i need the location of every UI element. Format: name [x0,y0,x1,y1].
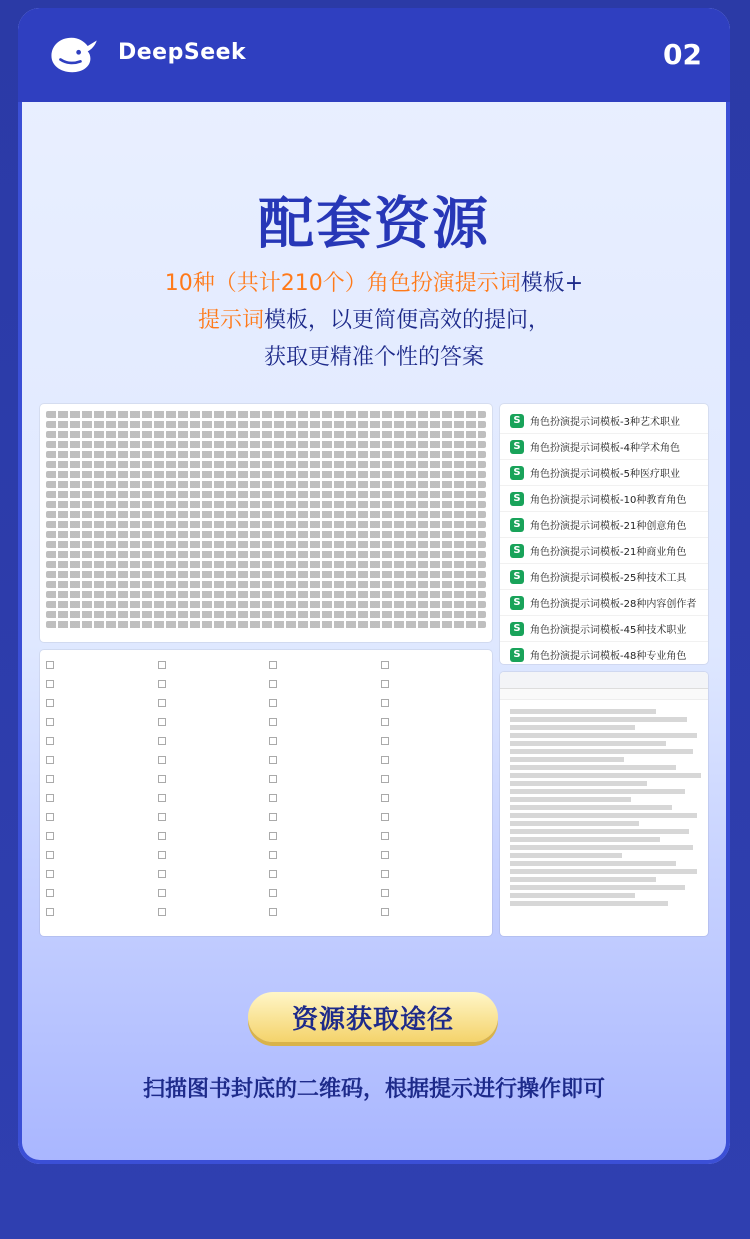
sheet-row [46,591,486,598]
file-name: 角色扮演提示词模板-48种专业角色 [530,651,687,662]
sheet-row [46,471,486,478]
file-name: 角色扮演提示词模板-5种医疗职业 [530,469,680,480]
sheet-row [46,581,486,588]
file-name: 角色扮演提示词模板-3种艺术职业 [530,417,680,428]
doc-menubar [500,689,708,700]
template-cell [46,846,152,863]
spreadsheet-rows [40,404,492,628]
spreadsheet-file-icon: S [510,648,524,662]
template-cell [381,675,487,692]
sheet-row [46,411,486,418]
template-cell [381,656,487,673]
sheet-row [46,501,486,508]
sheet-row [46,621,486,628]
spreadsheet-file-icon: S [510,544,524,558]
document-preview [500,672,708,936]
template-cell [381,808,487,825]
template-grid [46,656,486,930]
resource-access-button[interactable] [248,992,498,1042]
template-cell [269,789,375,806]
sheet-row [46,551,486,558]
template-cell [46,732,152,749]
spreadsheet-file-icon: S [510,570,524,584]
doc-titlebar [500,672,708,689]
header-bar [18,8,730,102]
subtitle-highlight: 提示词 [197,308,264,333]
template-cell [158,732,264,749]
page-number: 02 [663,38,702,71]
template-cell [46,675,152,692]
template-cell [158,846,264,863]
prompt-template-table-preview [40,650,492,936]
doc-line [510,789,685,794]
template-cell [381,694,487,711]
content-card [18,8,730,1164]
doc-line [510,717,687,722]
doc-line [510,741,666,746]
template-cell [381,770,487,787]
doc-line [510,853,622,858]
doc-line [510,725,635,730]
doc-line [510,805,672,810]
file-name: 角色扮演提示词模板-10种教育角色 [530,495,687,506]
file-name: 角色扮演提示词模板-45种技术职业 [530,625,687,636]
template-file-list [500,404,708,664]
file-name: 角色扮演提示词模板-21种商业角色 [530,547,687,558]
doc-line [510,901,668,906]
doc-line [510,797,631,802]
template-cell [158,694,264,711]
spreadsheet-file-icon: S [510,492,524,506]
doc-line [510,877,656,882]
file-name: 角色扮演提示词模板-25种技术工具 [530,573,687,584]
template-cell [269,903,375,920]
doc-line [510,869,697,874]
file-item[interactable] [500,616,708,642]
template-cell [158,789,264,806]
template-cell [269,808,375,825]
file-item[interactable] [500,590,708,616]
file-name: 角色扮演提示词模板-28种内容创作者 [530,599,697,610]
subtitle-line-3: 获取更精准个性的答案 [263,345,484,370]
template-cell [269,656,375,673]
doc-line [510,861,676,866]
template-cell [381,732,487,749]
template-cell [158,770,264,787]
doc-body [500,700,708,906]
template-cell [381,846,487,863]
template-cell [158,884,264,901]
template-cell [269,675,375,692]
doc-line [510,837,660,842]
sheet-row [46,511,486,518]
subtitle-highlight: 角色扮演提示词 [366,271,521,296]
doc-line [510,733,697,738]
template-cell [269,827,375,844]
template-cell [381,865,487,882]
file-item[interactable] [500,512,708,538]
file-name: 角色扮演提示词模板-21种创意角色 [530,521,687,532]
doc-line [510,749,693,754]
template-cell [269,694,375,711]
template-cell [46,865,152,882]
template-cell [269,713,375,730]
subtitle-part: 模板+ [520,271,584,296]
doc-line [510,709,656,714]
file-item[interactable] [500,538,708,564]
sheet-row [46,461,486,468]
template-cell [46,789,152,806]
file-item[interactable] [500,564,708,590]
doc-line [510,781,647,786]
subtitle-line-1 [18,266,730,297]
sheet-row [46,611,486,618]
sheet-row [46,521,486,528]
sheet-row [46,491,486,498]
spreadsheet-file-icon: S [510,466,524,480]
template-cell [46,694,152,711]
template-cell [158,751,264,768]
sheet-row [46,421,486,428]
spreadsheet-file-icon: S [510,622,524,636]
sheet-row [46,571,486,578]
template-cell [158,675,264,692]
template-cell [158,865,264,882]
template-cell [46,770,152,787]
doc-line [510,757,624,762]
template-cell [46,903,152,920]
template-cell [46,713,152,730]
sheet-row [46,431,486,438]
file-name: 角色扮演提示词模板-4种学术角色 [530,443,680,454]
spreadsheet-file-icon: S [510,518,524,532]
resource-access-button-label: 资源获取途径 [291,1004,454,1035]
template-cell [158,656,264,673]
template-cell [46,751,152,768]
template-cell [46,827,152,844]
spreadsheet-file-icon: S [510,596,524,610]
sheet-row [46,441,486,448]
subtitle-part: 10种（共计210个） [164,271,367,296]
sheet-row [46,451,486,458]
template-cell [269,732,375,749]
template-cell [269,846,375,863]
template-cell [46,656,152,673]
template-cell [158,827,264,844]
file-item[interactable] [500,642,708,664]
file-item[interactable] [500,460,708,486]
resource-preview-grid [40,404,708,936]
template-cell [46,884,152,901]
page-title: 配套资源 [258,192,490,257]
doc-line [510,765,676,770]
template-cell [269,884,375,901]
sheet-row [46,531,486,538]
template-cell [381,789,487,806]
file-item[interactable] [500,434,708,460]
template-cell [269,751,375,768]
sheet-row [46,481,486,488]
doc-line [510,845,693,850]
template-cell [381,827,487,844]
doc-line [510,885,685,890]
file-item[interactable] [500,408,708,434]
subtitle-part: 模板，以更简便高效的提问， [264,308,551,333]
spreadsheet-file-icon: S [510,414,524,428]
doc-line [510,821,639,826]
doc-line [510,829,689,834]
template-cell [381,903,487,920]
spreadsheet-preview [40,404,492,642]
template-cell [158,808,264,825]
subtitle-line-2 [18,303,730,334]
brand-name: DeepSeek [118,40,247,65]
template-cell [158,903,264,920]
doc-line [510,773,701,778]
template-cell [269,865,375,882]
doc-line [510,893,635,898]
template-cell [381,884,487,901]
template-cell [381,713,487,730]
doc-line [510,813,697,818]
template-cell [381,751,487,768]
sheet-row [46,561,486,568]
sheet-row [46,601,486,608]
deepseek-whale-icon [46,32,104,78]
template-cell [269,770,375,787]
template-cell [158,713,264,730]
access-instructions: 扫描图书封底的二维码，根据提示进行操作即可 [142,1077,605,1102]
file-item[interactable] [500,486,708,512]
spreadsheet-file-icon: S [510,440,524,454]
template-cell [46,808,152,825]
sheet-row [46,541,486,548]
